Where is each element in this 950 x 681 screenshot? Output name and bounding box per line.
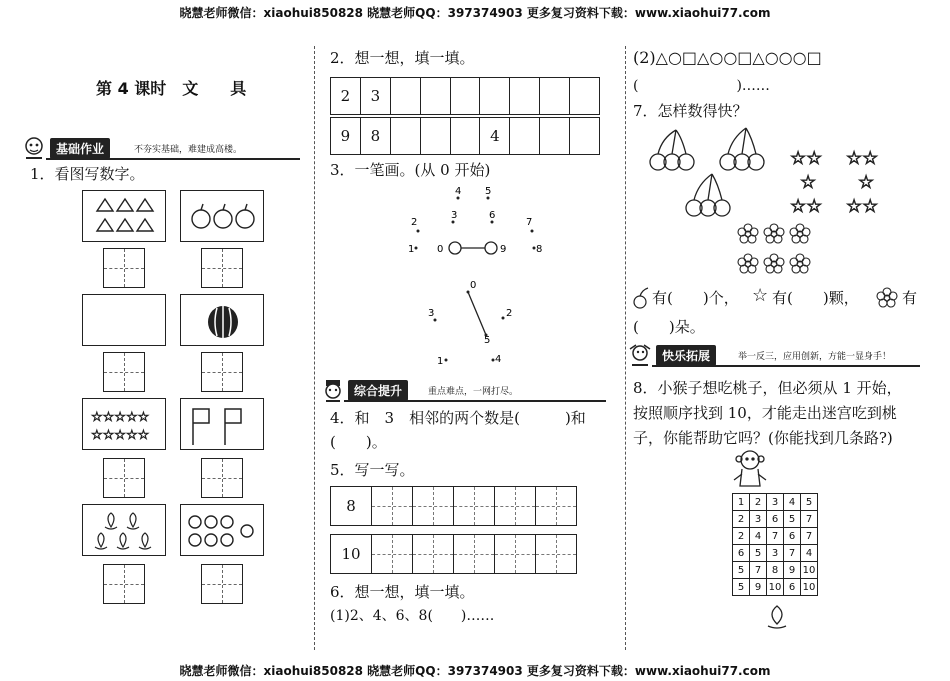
dot-label-c: 3: [451, 210, 458, 221]
star-icon: [83, 399, 167, 451]
maze-cell[interactable]: 4: [784, 494, 801, 511]
q5-blank[interactable]: [453, 487, 494, 525]
maze-cell[interactable]: 3: [767, 545, 784, 562]
section-synthesis-motto: 重点难点，一网打尽。: [428, 387, 519, 397]
dot-puzzle: [320, 180, 630, 370]
peach-icon: [83, 505, 167, 557]
maze-cell[interactable]: 10: [801, 579, 818, 596]
q2-blank[interactable]: [479, 78, 509, 114]
maze-cell[interactable]: 1: [733, 494, 750, 511]
q2-blank[interactable]: [390, 78, 420, 114]
q8-line-2: 按照顺序找到 10，才能走出迷宫吃到桃: [633, 404, 897, 422]
answer-box-8[interactable]: [201, 564, 243, 604]
q5-blank[interactable]: [371, 535, 412, 573]
maze-cell[interactable]: 2: [733, 511, 750, 528]
triangle-icon: [83, 191, 167, 243]
maze-cell[interactable]: 5: [733, 562, 750, 579]
page-header: 晓慧老师微信：xiaohui850828 晓慧老师QQ：397374903 更多复习资料下载：www.xiaohui77.com: [179, 6, 771, 20]
q2-blank[interactable]: [450, 78, 480, 114]
q6-line-2b: ( )……: [633, 78, 770, 94]
maze-cell[interactable]: 7: [801, 511, 818, 528]
dot-label-e: 2: [411, 217, 418, 228]
flower-icon: [738, 224, 810, 273]
q7-cherry-answer: 有( )个，: [652, 289, 739, 307]
q5-blank[interactable]: [453, 535, 494, 573]
answer-box-4[interactable]: [201, 352, 243, 392]
maze-cell[interactable]: 4: [801, 545, 818, 562]
maze-table: [732, 493, 818, 596]
dot-label-d: 6: [489, 210, 496, 221]
page-footer: 晓慧老师微信：xiaohui850828 晓慧老师QQ：397374903 更多复习资料下载：www.xiaohui77.com: [179, 664, 771, 678]
q2-label: 2．想一想，填一填。: [330, 49, 475, 67]
q8-line-3: 子，你能帮助它吗？(你能找到几条路?): [633, 429, 893, 447]
q5-start-number: 8: [346, 497, 356, 515]
q2-blank[interactable]: [420, 78, 450, 114]
maze-cell[interactable]: 9: [784, 562, 801, 579]
svg-text:☆: ☆: [800, 172, 817, 193]
flag-icon: [181, 399, 265, 451]
maze-cell[interactable]: 7: [750, 562, 767, 579]
apple-icon: [181, 191, 265, 243]
peaches-box: [82, 504, 166, 556]
answer-box-2[interactable]: [201, 248, 243, 288]
svg-text:☆☆☆☆☆: ☆☆☆☆☆: [91, 428, 150, 443]
answer-box-6[interactable]: [201, 458, 243, 498]
section-extension-motto: 举一反三，应用创新，方能一显身手！: [738, 352, 892, 362]
svg-text:☆☆: ☆☆: [846, 148, 879, 169]
maze-cell[interactable]: 7: [801, 528, 818, 545]
maze-cell[interactable]: 10: [767, 579, 784, 596]
empty-box: [82, 294, 166, 346]
q7-flower-answer-a: 有: [902, 289, 918, 307]
q5-blank[interactable]: [535, 535, 576, 573]
triangles-box: [82, 190, 166, 242]
dot-label-k: 0: [470, 280, 477, 291]
dot-label-l: 3: [428, 308, 435, 319]
flags-box: [180, 398, 264, 450]
dot-label-b: 5: [485, 186, 492, 197]
q7-flower-answer-b: ( )朵。: [633, 318, 705, 336]
dot-label-o: 1: [437, 356, 444, 367]
q2-row-1: [330, 77, 600, 115]
maze-cell[interactable]: 6: [784, 528, 801, 545]
maze-cell[interactable]: 7: [784, 545, 801, 562]
answer-box-3[interactable]: [103, 352, 145, 392]
q6-line-1: (1)2、4、6、8( )……: [330, 608, 495, 624]
maze-cell[interactable]: 7: [767, 528, 784, 545]
watermelon-icon: [181, 295, 265, 347]
q5-start-number: 10: [341, 545, 361, 563]
q2-row-2: [330, 117, 600, 155]
maze-cell[interactable]: 3: [750, 511, 767, 528]
q4-line-2: ( )。: [330, 433, 387, 451]
maze-cell[interactable]: 6: [733, 545, 750, 562]
answer-box-5[interactable]: [103, 458, 145, 498]
column-divider-1: [314, 46, 315, 650]
answer-box-7[interactable]: [103, 564, 145, 604]
section-extension-tag: 快乐拓展: [656, 345, 716, 366]
q2-blank[interactable]: [509, 118, 539, 154]
dot-label-g: 1: [408, 244, 415, 255]
dot-label-p: 4: [495, 354, 502, 365]
q6-line-2a: (2)△○□△○○□△○○○□: [633, 48, 822, 67]
dot-label-j: 8: [536, 244, 543, 255]
q2-cell: 4: [479, 118, 509, 154]
svg-text:☆☆: ☆☆: [790, 196, 823, 217]
q7-figure: [628, 122, 928, 292]
svg-text:☆☆: ☆☆: [790, 148, 823, 169]
dot-label-m: 2: [506, 308, 513, 319]
cherry-icon: [650, 128, 764, 216]
maze-cell[interactable]: 10: [801, 562, 818, 579]
q2-blank[interactable]: [569, 118, 599, 154]
q5-blank[interactable]: [371, 487, 412, 525]
q2-blank[interactable]: [450, 118, 480, 154]
q5-row-1: [330, 486, 577, 526]
circle-icon: [181, 505, 265, 557]
q7-star-answer: 有( )颗，: [772, 289, 859, 307]
maze-cell[interactable]: 5: [801, 494, 818, 511]
q2-blank[interactable]: [420, 118, 450, 154]
dot-label-a: 4: [455, 186, 462, 197]
q2-cell: 8: [360, 118, 390, 154]
section-extension-banner: [628, 343, 920, 369]
answer-box-1[interactable]: [103, 248, 145, 288]
maze-cell[interactable]: 5: [784, 511, 801, 528]
dot-label-f: 7: [526, 217, 533, 228]
dot-label-h: 0: [437, 244, 444, 255]
section-synthesis-tag: 综合提升: [348, 380, 408, 401]
flower-icon: [876, 287, 898, 309]
maze-cell[interactable]: 9: [750, 579, 767, 596]
q5-blank[interactable]: [535, 487, 576, 525]
circles-box: [180, 504, 264, 556]
svg-text:☆☆☆☆☆: ☆☆☆☆☆: [91, 410, 150, 425]
section-basic-tag: 基础作业: [50, 138, 110, 159]
dot-label-n: 5: [484, 335, 491, 346]
q5-blank[interactable]: [412, 487, 453, 525]
q3-label: 3．一笔画。(从 0 开始): [330, 161, 491, 179]
q5-blank[interactable]: [494, 487, 535, 525]
star-icon: [790, 148, 878, 217]
q1-label: 1．看图写数字。: [30, 165, 145, 183]
maze-cell[interactable]: 5: [750, 545, 767, 562]
apples-box: [180, 190, 264, 242]
section-synthesis-banner: [320, 378, 610, 404]
maze-cell[interactable]: 6: [784, 579, 801, 596]
svg-text:☆: ☆: [858, 172, 875, 193]
q5-label: 5．写一写。: [330, 461, 415, 479]
lesson-title: 第 4 课时 文 具: [96, 79, 247, 98]
q8-line-1: 8．小猴子想吃桃子，但必须从 1 开始，: [633, 379, 902, 397]
q4-line-1: 4．和 3 相邻的两个数是( )和: [330, 409, 586, 427]
maze-cell[interactable]: 6: [767, 511, 784, 528]
star-icon: ☆: [752, 285, 769, 306]
q2-cell: 3: [360, 78, 390, 114]
q2-blank[interactable]: [569, 78, 599, 114]
q5-blank[interactable]: [412, 535, 453, 573]
svg-text:☆☆: ☆☆: [846, 196, 879, 217]
q6-label: 6．想一想，填一填。: [330, 583, 475, 601]
q2-blank[interactable]: [390, 118, 420, 154]
stars-box: [82, 398, 166, 450]
q2-cell: 9: [340, 127, 351, 145]
section-basic-motto: 不夯实基础，难建成高楼。: [134, 145, 243, 155]
maze-cell[interactable]: 2: [733, 528, 750, 545]
maze-cell[interactable]: 2: [750, 494, 767, 511]
maze-cell[interactable]: 3: [767, 494, 784, 511]
dot-label-i: 9: [500, 244, 507, 255]
q2-blank[interactable]: [539, 118, 569, 154]
q2-blank[interactable]: [539, 78, 569, 114]
section-basic-banner: [22, 136, 300, 162]
maze-cell[interactable]: 5: [733, 579, 750, 596]
monkey-icon: [730, 448, 770, 492]
maze-cell[interactable]: 4: [750, 528, 767, 545]
q5-row-2: [330, 534, 577, 574]
q5-blank[interactable]: [494, 535, 535, 573]
q7-label: 7．怎样数得快？: [633, 102, 748, 120]
q2-cell: 2: [340, 87, 351, 105]
q2-blank[interactable]: [509, 78, 539, 114]
maze-cell[interactable]: 8: [767, 562, 784, 579]
peach-icon: [762, 602, 792, 632]
cherry-icon: [632, 288, 652, 310]
watermelon-box: [180, 294, 264, 346]
